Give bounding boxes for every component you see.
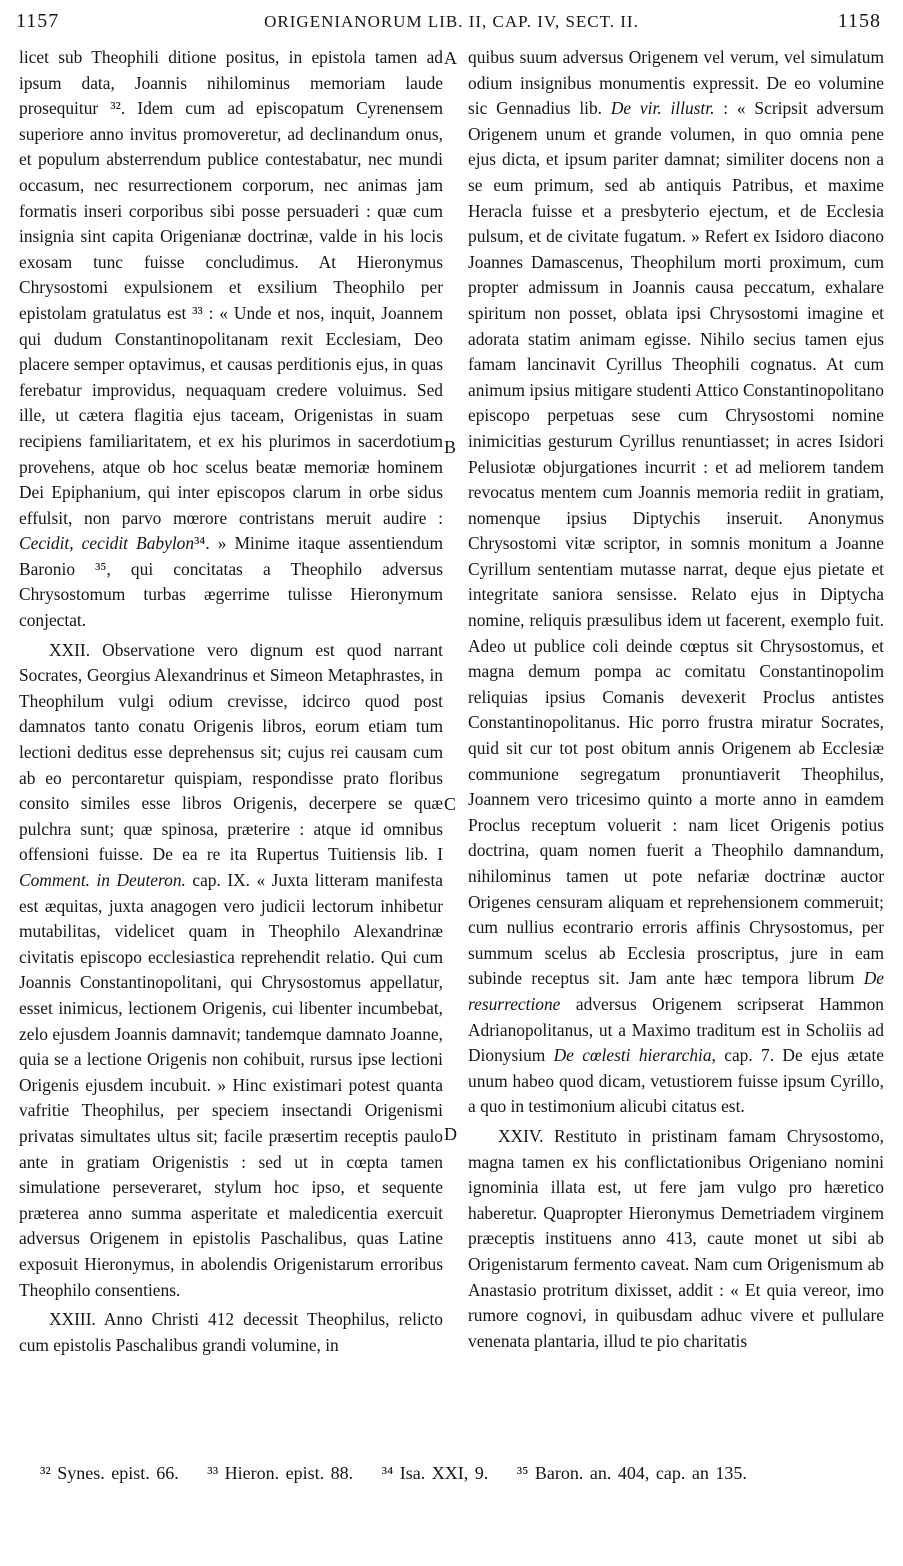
running-title: ORIGENIANORUM LIB. II, CAP. IV, SECT. II. [264, 12, 639, 31]
running-header [0, 0, 903, 40]
margin-marker-c: C [444, 794, 457, 814]
footnote-35: ³⁵ Baron. an. 404, cap. an 135. [516, 1463, 747, 1483]
footnote-34: ³⁴ Isa. XXI, 9. [381, 1463, 489, 1483]
paragraph-continuation: licet sub Theophili ditione positus, in epistola tamen ad ipsum data, Joannis nihilominus memoriam laude prosequitur ³². Idem cum ad episcopatum Cyrenensem superiore anno invitus promoveretur, ad declinandum onus, et populum absterrendum publice contestabatur, nec mundi occasum, nec resurrectionem corporum, nec animas jam formatis inseri corporibus sibi posse persuaderi : quæ cum insignia sint capita Origenianæ doctrinæ, valde in his locis exosam tunc fuisse concludimus. At Hieronymus Chrysostomi expulsionem et exsilium Theophilo per epistolam gratulatus est ³³ : « Unde et nos, inquit, Joannem qui dudum Constantinopolitanam rexit Ecclesiam, Deo placere semper optavimus, et causas perditionis ejus, in quas ferebatur improvidus, nequaquam credere voluimus. Sed ille, ut cætera flagitia ejus taceam, Origenistas in suam recipiens familiaritatem, et ex his plurimos in sacerdotium provehens, atque ob hoc scelus beatæ memoriæ hominem Dei Epiphanium, qui inter episcopos clarum in orbe sidus effulsit, non parvo mœrore contristans meruit audire : Cecidit, cecidit Babylon³⁴. » Minime itaque assentiendum Baronio ³⁵, qui concitatas a Theophilo adversus Chrysostomum turbas ægerrime tulisse Hieronymum conjectat. [19, 47, 444, 631]
work-title-italic: Comment. in Deuteron. [19, 870, 186, 890]
paragraph-xxiii: XXIII. Anno Christi 412 decessit Theophilus, relicto cum epistolis Paschalibus grandi volumine, in [19, 1309, 443, 1355]
margin-marker-b: B [444, 437, 457, 457]
left-column [19, 45, 443, 1358]
paragraph-xxiv: XXIV. Restituto in pristinam famam Chrysostomo, magna tamen ex his conflictationibus Origeniano nomini ignominia illata est, ut fere jam vulgo pro hæretico haberetur. Quapropter Hieronymus Demetriadem virginem præceptis instituens anno 413, caute monet ut sibi ab Origenistarum fermento caveat. Nam cum Origenismum ab Anastasio protritum dixisset, addit : « Et quia vereor, imo rumore cognovi, in quibusdam adhuc vivere et pullulare venenata plantaria, illud te pio charitatis [468, 1125, 884, 1351]
quotation-italic: Cecidit, cecidit Babylon [19, 533, 195, 554]
footnote-32: ³² Synes. epist. 66. [40, 1463, 179, 1483]
paragraph-continuation-right: quibus suum adversus Origenem vel verum, vel simulatum odium insignibus monumentis expressit. De eo volumine sic Gennadius lib. De vir. illustr. : « Scripsit adversum Origenem unum et grande volumen, in quo omnia pene ejus dicta, et ipsum pariter damnat; similiter docens non a se eum primum, sed ab antiquis Patribus, et maxime Heracla fuisse et a presbyterio ejectum, et de Ecclesia pulsum, et de civitate fugatum. » Refert ex Isidoro diacono Joannes Damascenus, Theophilum morti proximum, cum propter admissum in Joannis causa peccatum, exhalare spiritum non posset, oblata ipsi Chrysostomi imagine et adorata statim animam egisse. Nihilo secius tamen ejus famam lancinavit Cyrillus Theophili cognatus. At cum animum ipsius mitigare studenti Attico Constantinopolitano episcopo perpetuas sese cum Chrysostomi nomine inimicitias gesturum Cyrillus renuntiasset; in acres Isidori Pelusiotæ objurgationes incurrit : et ad meliorem tandem revocatus mentem cum Joannis memoria rediit in gratiam, nomenque ipsius Diptychis inseruit. Anonymus Chrysostomi vitæ scriptor, in somnis monitum a Joanne Cyrillum sententiam mutasse narrat, deque ejus pietate et integritate saniora sensisse. Relato ejus in Diptycha nomine, reliquis præsulibus idem ut facerent, exemplo fuit. Adeo ut publice coli deinde cœptus sit Chrysostomus, et magna demum pompa ac comitatu Constantinopolim reliquias ipsius Comanis devexerit Proclus antistes Constantinopolitanus. Hic porro frustra miratur Socrates, quid sit cur tot post obitum annis Origenem ab Ecclesiæ communione segregatum pronuntiaverit Theophilus, Joannem vero tricesimo quinto a morte anno in eamdem Proclus receptum voluerit : nam licet Origenis potius doctrina, quam nomen fuerit a Theophilo damnandum, nihilominus tamen ut pote nefariæ doctrinæ auctor Origenes censuram aliquam et reprehensionem commeruit; cum nullius econtrario erroris affinis Chrysostomus, per summum scelus ab Ecclesia proscriptus, jure in eam subinde receptus sit. Jam ante hæc tempora librum De resurrectione adversus Origenem scripserat Hammon Adrianopolitanus, ut a Maximo traditum est in Scholiis ad Dionysium De cœlesti hierarchia, cap. 7. De ejus ætate unum habeo quod dicam, vetustiorem fuisse ipsum Cyrillo, a quo in testimonium alicubi citatus est. [468, 47, 884, 1117]
footnotes [40, 1463, 769, 1484]
right-column [468, 45, 884, 1354]
work-title-italic: De vir. illustr. [610, 98, 715, 119]
page-number-right: 1158 [837, 10, 881, 32]
work-title-italic: De cœlesti hierarchia [553, 1045, 712, 1066]
paragraph-xxii: XXII. Observatione vero dignum est quod narrant Socrates, Georgius Alexandrinus et Simeon Metaphrastes, in Theophilum vulgi odium crevisse, idcirco quod post damnatos tanto conatu Origenis libros, eorum etiam tum lectioni deditus esse deprehensus sit; cujus rei causam cum ab eo percontaretur quispiam, respondisse prato floribus consito similes esse libros Origenis, decerpere se quæ pulchra sunt; quæ spinosa, præterire : atque id omnibus offensioni fuisse. De ea re ita Rupertus Tuitiensis lib. I Comment. in Deuteron. cap. IX. « Juxta litteram manifesta est æquitas, juxta anagogen vero judicii lectorum inhibetur mutabilitas, videlicet quam in Theophilo Alexandrinæ civitatis episcopo ecclesiastica reprehendit relatio. Qui cum Joannis Constantinopolitani, qui Chrysostomus appellatur, esset inimicus, lectionem Origenis, cui libenter incumbebat, zelo ejusdem Joannis damnavit; tandemque damnato Joanne, quia se a lectione Origenis non cohibuit, rursus ipse lectioni Origenis ejusdem incubuit. » Hinc existimari potest quanta vafritie Theophilus, per speciem insectandi Origenismi privatas simultates ultus sit; facile præsertim receptis paulo ante in gratiam Origenistis : sed ut in cœpta tamen simulatione perseveraret, stylum hoc ipso, et sequente præterea anno summa asperitate et maledicentia exercuit adversus Origenem in epistolis Paschalibus, quas Latine exposuit Hieronymus, in abolendis Origenistarum erroribus Theophilo consentiens. [19, 639, 443, 1300]
page-number-left: 1157 [16, 10, 60, 32]
work-title-italic: De resurrectione [468, 968, 884, 1014]
margin-marker-a: A [444, 48, 457, 68]
margin-marker-d: D [444, 1124, 457, 1144]
footnote-33: ³³ Hieron. epist. 88. [207, 1463, 354, 1483]
